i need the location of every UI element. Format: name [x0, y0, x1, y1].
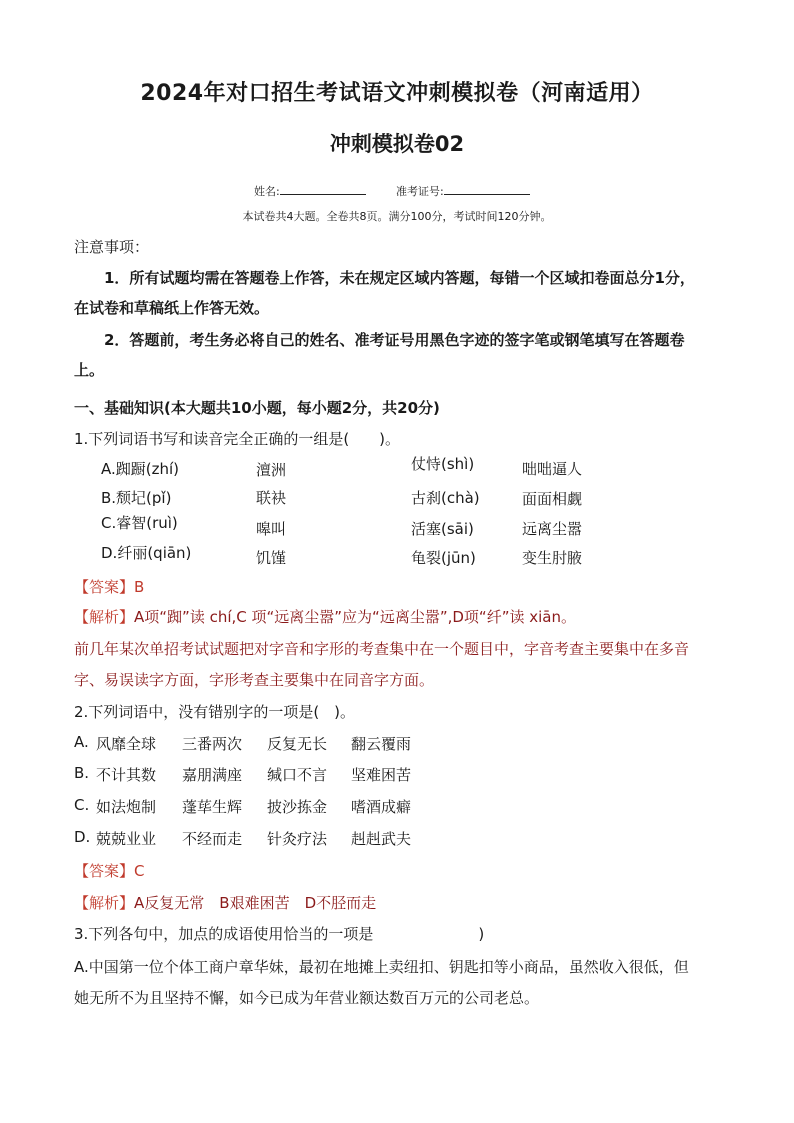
q1-b-word2: 联袂 — [256, 489, 287, 507]
id-label: 准考证号: — [396, 185, 444, 198]
answer-label: 【答案】 — [74, 578, 135, 596]
q1-c-word2: 嗥叫 — [256, 520, 287, 538]
q2-a-word3: 反复无长 — [267, 735, 328, 753]
q1-a-word2: 澶洲 — [256, 461, 287, 479]
q2-c-word1: 如法炮制 — [96, 798, 157, 816]
q2-option-d-letter: D. — [74, 828, 91, 846]
q1-d-word3: 龟裂(jūn) — [411, 549, 476, 567]
q1-d-word4: 变生肘腋 — [522, 549, 583, 567]
q1-option-a: A.踟蹰(zhí) — [101, 460, 180, 478]
exam-info: 本试卷共4大题。全卷共8页。满分100分，考试时间120分钟。 — [242, 210, 552, 223]
q1-c-word3: 活塞(sāi) — [411, 520, 474, 538]
q2-a-word1: 风靡全球 — [96, 735, 157, 753]
q2-d-word1: 兢兢业业 — [96, 830, 157, 848]
q2-b-word3: 缄口不言 — [267, 766, 328, 784]
q1-note-line1: 前几年某次单招考试试题把对字音和字形的考查集中在一个题目中，字音考查主要集中在多音 — [74, 640, 690, 658]
q3-option-a-line1: A.中国第一位个体工商户章华妹，最初在地摊上卖纽扣、钥匙扣等小商品，虽然收入很低，但 — [74, 958, 689, 976]
question-1-stem: 1.下列词语书写和读音完全正确的一组是( )。 — [74, 430, 401, 448]
answer-value: B — [134, 578, 145, 596]
q2-answer — [74, 860, 145, 881]
notice-item-2-line2: 上。 — [74, 361, 105, 379]
q2-analysis — [74, 892, 376, 913]
q1-option-d: D.纤丽(qiān) — [101, 544, 192, 562]
q1-c-word4: 远离尘嚣 — [522, 520, 583, 538]
analysis-label: 【解析】 — [74, 894, 135, 912]
analysis-label: 【解析】 — [74, 608, 135, 626]
notice-item-2-line1: 2．答题前，考生务必将自己的姓名、准考证号用黑色字迹的签字笔或钢笔填写在答题卷 — [104, 331, 685, 349]
q2-c-word3: 披沙拣金 — [267, 798, 328, 816]
name-blank — [280, 182, 366, 195]
q2-a-word2: 三番两次 — [182, 735, 243, 753]
id-field — [396, 182, 530, 199]
notice-heading: 注意事项： — [74, 238, 150, 256]
question-3-stem: 3.下列各句中，加点的成语使用恰当的一项是 ) — [74, 925, 485, 943]
notice-item-1-line2: 在试卷和草稿纸上作答无效。 — [74, 299, 270, 317]
answer-value: C — [134, 862, 145, 880]
q1-d-word2: 饥馑 — [256, 549, 287, 567]
q1-b-word3: 古刹(chà) — [411, 489, 480, 507]
section-heading: 一、基础知识(本大题共10小题，每小题2分，共20分) — [74, 399, 440, 417]
q2-b-word4: 坚难困苦 — [351, 766, 412, 784]
document-title: 2024年对口招生考试语文冲刺模拟卷（河南适用） — [140, 81, 654, 106]
q2-c-word2: 蓬荜生辉 — [182, 798, 243, 816]
analysis-text: A反复无常 B艰难困苦 D不胫而走 — [134, 894, 377, 912]
analysis-text: A项“踟”读 chí,C 项“远离尘嚣”应为“远离尘嚣”,D项“纤”读 xiān。 — [134, 608, 576, 626]
q1-a-word4: 咄咄逼人 — [522, 460, 583, 478]
q1-analysis — [74, 606, 576, 627]
q1-option-c: C.睿智(ruì) — [101, 514, 178, 532]
q3-option-a-line2: 她无所不为且坚持不懈，如今已成为年营业额达数百万元的公司老总。 — [74, 989, 540, 1007]
q2-option-a-letter: A. — [74, 733, 89, 751]
q1-answer — [74, 576, 144, 597]
question-2-stem: 2.下列词语中，没有错别字的一项是( )。 — [74, 703, 356, 721]
q2-b-word1: 不计其数 — [96, 766, 157, 784]
q1-a-word3: 仗恃(shì) — [411, 455, 475, 473]
q1-note-line2: 字、易误读字方面，字形考查主要集中在同音字方面。 — [74, 671, 435, 689]
q2-d-word4: 赳赳武夫 — [351, 830, 412, 848]
notice-item-1-line1: 1．所有试题均需在答题卷上作答，未在规定区域内答题，每错一个区域扣卷面总分1分， — [104, 269, 695, 287]
q2-option-c-letter: C. — [74, 796, 90, 814]
q2-d-word2: 不经而走 — [182, 830, 243, 848]
q1-b-word4: 面面相觑 — [522, 490, 583, 508]
name-label: 姓名: — [254, 185, 280, 198]
q2-option-b-letter: B. — [74, 764, 90, 782]
q2-d-word3: 针灸疗法 — [267, 830, 328, 848]
id-blank — [444, 182, 530, 195]
answer-label: 【答案】 — [74, 862, 135, 880]
name-field — [254, 182, 366, 199]
q2-c-word4: 嗜酒成癖 — [351, 798, 412, 816]
q1-option-b: B.颓圮(pǐ) — [101, 489, 172, 507]
q2-b-word2: 嘉朋满座 — [182, 766, 243, 784]
document-subtitle: 冲刺模拟卷02 — [329, 132, 465, 156]
q2-a-word4: 翻云覆雨 — [351, 735, 412, 753]
